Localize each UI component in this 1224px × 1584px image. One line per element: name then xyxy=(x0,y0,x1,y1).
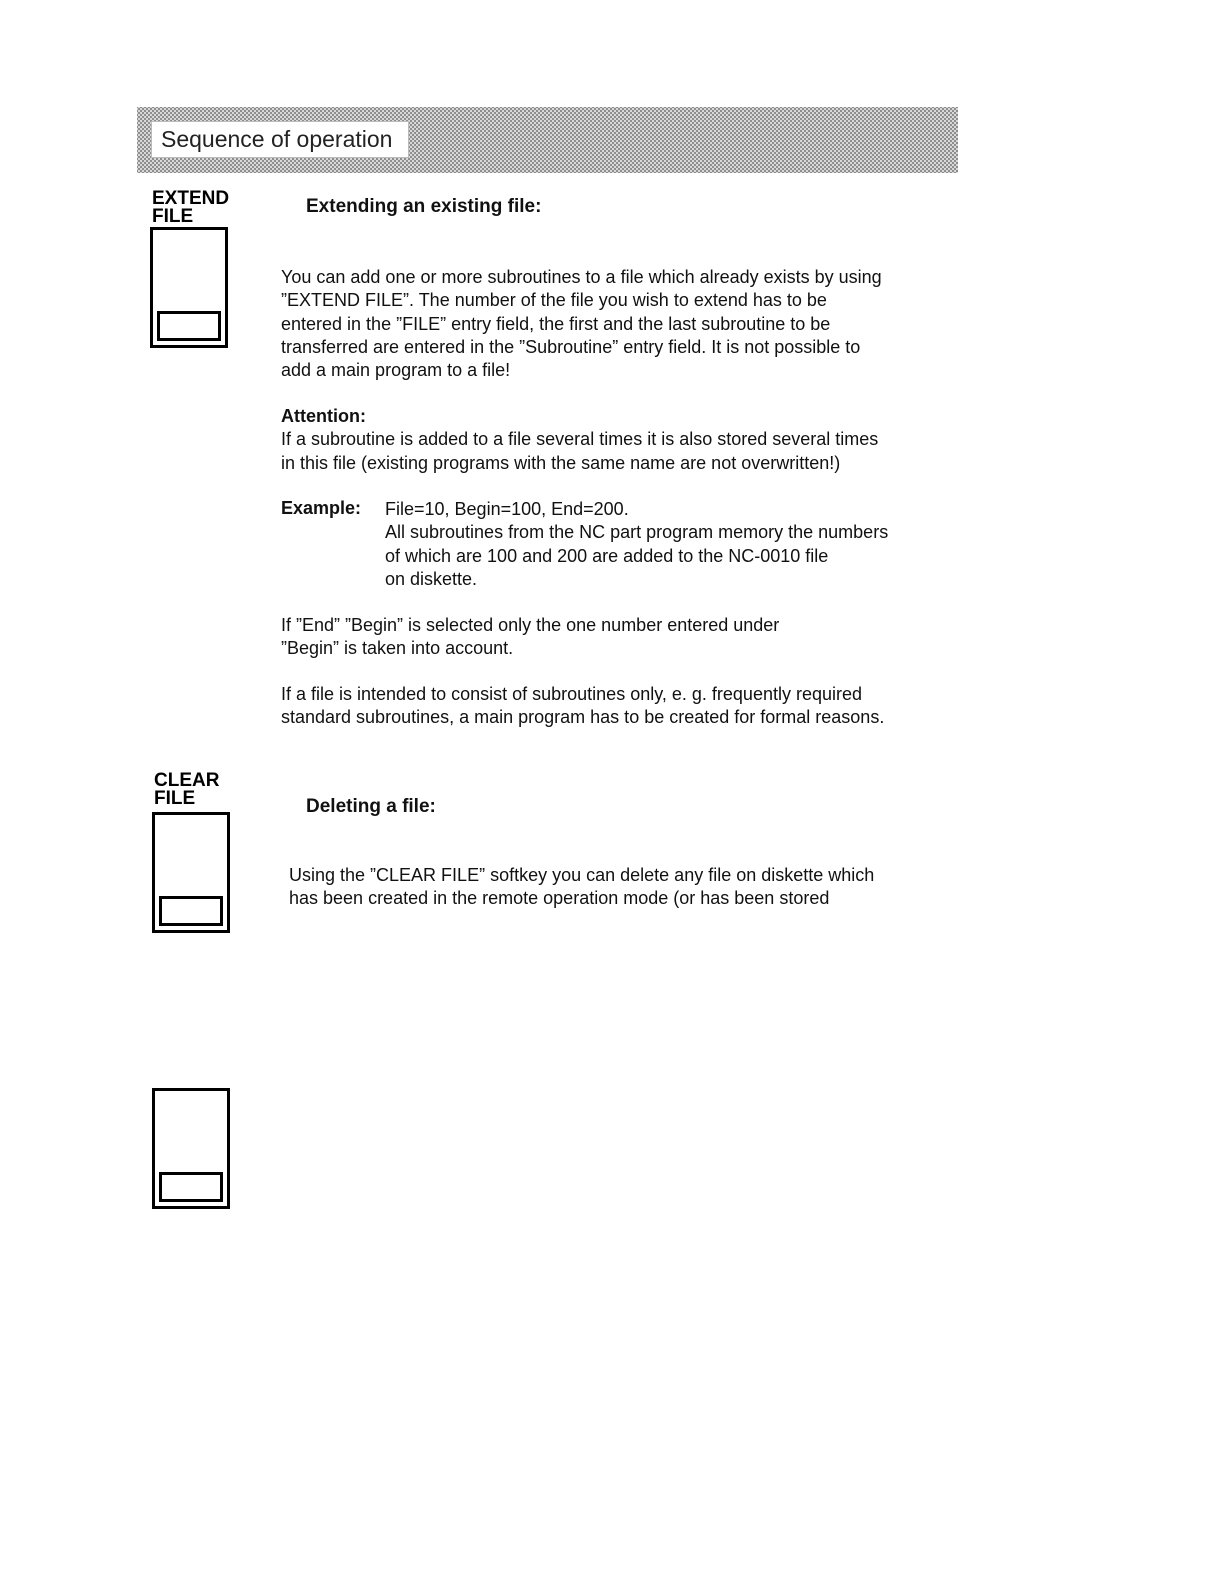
header-title-box xyxy=(151,121,409,158)
clear-section-title: Deleting a file: xyxy=(306,796,436,817)
attention-line: If a subroutine is added to a file several times it is also stored several times xyxy=(281,429,879,450)
clear-body-line: Using the ”CLEAR FILE” softkey you can delete any file on diskette which xyxy=(289,865,875,885)
attention-paragraph xyxy=(281,405,878,475)
clear-file-softkey[interactable] xyxy=(152,812,230,933)
extend-intro-line: entered in the ”FILE” entry field, the first and the last subroutine to be xyxy=(281,313,831,334)
extend-intro-line: add a main program to a file! xyxy=(281,360,511,381)
page-title: Sequence of operation xyxy=(161,126,393,152)
unlabelled-softkey-button xyxy=(159,1172,223,1202)
formal-line: If a file is intended to consist of subroutines only, e. g. frequently required xyxy=(281,684,863,704)
formal-line: standard subroutines, a main program has to be created for formal reasons. xyxy=(281,707,885,728)
formal-reasons-paragraph xyxy=(281,683,884,730)
attention-label: Attention: xyxy=(281,406,366,426)
clear-file-label-line2: FILE xyxy=(154,788,196,809)
extend-file-softkey[interactable] xyxy=(150,227,228,348)
attention-line: in this file (existing programs with the same name are not overwritten!) xyxy=(281,452,841,473)
extend-file-label-line1: EXTEND xyxy=(152,188,230,209)
extend-intro-line: ”EXTEND FILE”. The number of the file you wish to extend has to be xyxy=(281,290,827,311)
begin-end-note-paragraph xyxy=(281,614,779,661)
extend-intro-paragraph xyxy=(281,266,882,382)
unlabelled-softkey[interactable] xyxy=(152,1088,230,1209)
extend-intro-line: You can add one or more subroutines to a file which already exists by using xyxy=(281,267,882,287)
note-line: If ”End” ”Begin” is selected only the one number entered under xyxy=(281,615,780,635)
example-line: File=10, Begin=100, End=200. xyxy=(385,499,629,519)
example-label: Example: xyxy=(281,498,362,518)
clear-body-paragraph xyxy=(289,864,874,911)
clear-body-line: has been created in the remote operation mode (or has been stored xyxy=(289,888,830,909)
example-line: All subroutines from the NC part program memory the numbers xyxy=(385,522,889,543)
extend-file-softkey-label xyxy=(152,190,229,226)
note-line: ”Begin” is taken into account. xyxy=(281,638,514,659)
example-paragraph xyxy=(385,498,888,591)
example-line: of which are 100 and 200 are added to the NC-0010 file xyxy=(385,545,829,566)
clear-file-softkey-button xyxy=(159,896,223,926)
extend-intro-line: transferred are entered in the ”Subroutine” entry field. It is not possible to xyxy=(281,336,861,357)
extend-file-softkey-button xyxy=(157,311,221,341)
clear-file-label-line1: CLEAR xyxy=(154,770,220,791)
example-line: on diskette. xyxy=(385,568,478,589)
clear-file-softkey-label xyxy=(154,772,219,808)
extend-section-title: Extending an existing file: xyxy=(306,196,542,217)
extend-file-label-line2: FILE xyxy=(152,206,194,227)
